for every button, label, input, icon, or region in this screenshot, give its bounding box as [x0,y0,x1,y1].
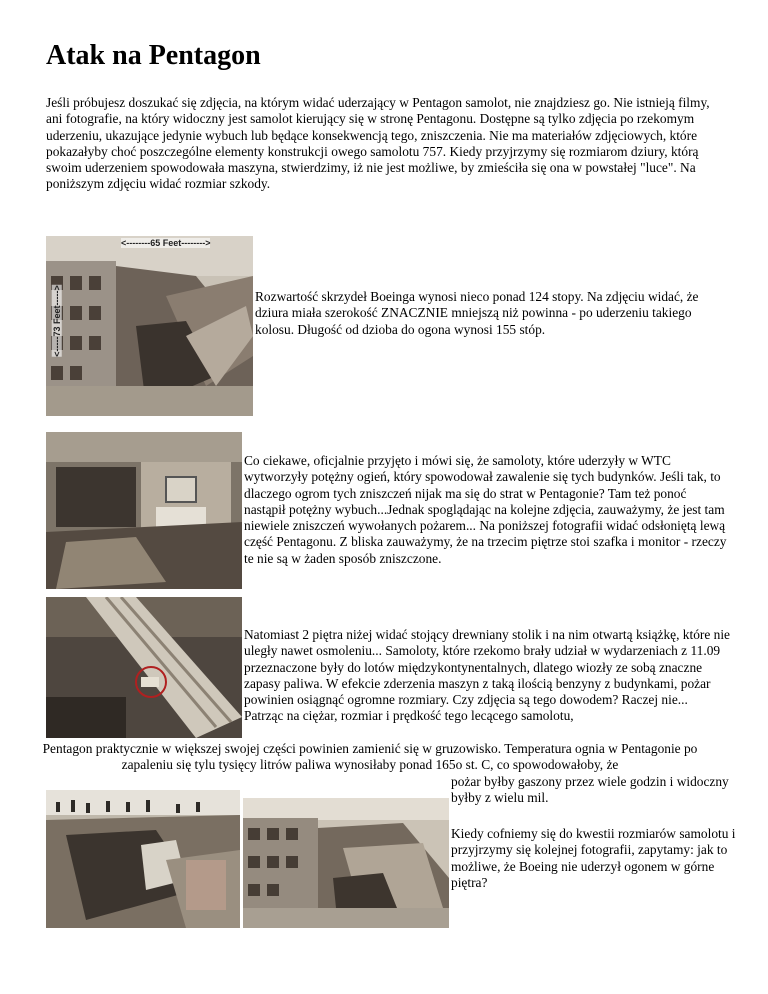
caption-temperature: Pentagon praktycznie w większej swojej części powinien zamienić się w gruzowisko. Temperatura ognia w Pentagonie po zapaleniu się tylu tysięcy litrów paliwa wynosiłaby ponad 165o st. C, co spowodowałoby, że [42,741,698,773]
page-title: Atak na Pentagon [46,40,261,71]
caption-wingspan: Rozwartość skrzydeł Boeinga wynosi nieco ponad 124 stopy. Na zdjęciu widać, że dziura miała szerokość ZNACZNIE mniejszą niż powinna - po uderzeniu takiego kolosu. Długość od dzioba do ogona wynosi 155 stóp. [255,289,699,337]
exposed-floors-photo [46,432,242,589]
caption-fire-comparison: Co ciekawe, oficjalnie przyjęto i mówi się, że samoloty, które uderzyły w WTC wytworzyły potężny ogień, który spowodował zawalenie się tych budynków. Jeśli tak, to dlaczego ogrom tych zniszczeń nijak ma się do strat w Pentagonie? Tam też ponoć nastąpił potężny wybuch...Jednak spoglądając na kolejne zdjęcia, zauważymy, że jest tam niewiele zniszczeń wywołanych pożarem... Na poniższej fotografii widać odsłoniętą lewą część Pentagonu. Z bliska zauważymy, że na trzecim piętrze stoi szafka i monitor - rzeczy te nie są w żaden sposób zniszczone. [244,453,727,566]
intro-paragraph: Jeśli próbujesz doszukać się zdjęcia, na którym widać uderzający w Pentagon samolot, nie znajdziesz go. Nie istnieją filmy, ani fotografie, na który widoczny jest samolot kierujący się w stronę Pentagonu. Dostępne są tylko zdjęcia po rzekomym uderzeniu, ukazujące jedynie wybuch lub będące konsekwencją tego, zniszczenia. Nie ma materiałów zdjęciowych, które pokazałyby choć poszczególne elementy konstrukcji owego samolotu 757. Kiedy przyjrzymy się rozmiarom dziury, którą swoim uderzeniem spowodowała maszyna, stwierdzimy, iż nie jest możliwe, by zmieściła się ona w powstałej "luce". Na poniższym zdjęciu widać rozmiar szkody. [46,95,710,192]
width-measure-label: <--------65 Feet--------> [121,238,211,248]
firefighters-ruins-photo [46,790,240,928]
caption-table-book: Natomiast 2 piętra niżej widać stojący drewniany stolik i na nim otwartą książkę, które nie uległy nawet osmoleniu... Samoloty, które rzekomo brały udział w wydarzeniach z 11.09 przeznaczone były do lotów międzykontynentalnych, dlatego wiozły ze sobą znaczne zapasy paliwa. W efekcie zderzenia maszyn z taką ilością benzyny z budynkami, pożar powinien osiągnąć ogromne rozmiary. Czy zdjęcia są tego dowodem? Raczej nie... Patrząc na ciężar, rozmiar i prędkość tego lecącego samolotu, [244,627,731,724]
height-measure-label: <-----73 Feet-----> [51,285,62,357]
table-book-photo [46,597,242,738]
caption-fire-duration: pożar byłby gaszony przez wiele godzin i widoczny byłby z wielu mil. [451,774,729,806]
pentagon-damage-photo [46,236,253,416]
caption-tail-question: Kiedy cofniemy się do kwestii rozmiarów samolotu i przyjrzymy się kolejnej fotografii, zapytamy: jak to możliwe, że Boeing nie uderzył ogonem w górne piętra? [451,826,736,890]
pentagon-collapse-photo [243,798,449,928]
